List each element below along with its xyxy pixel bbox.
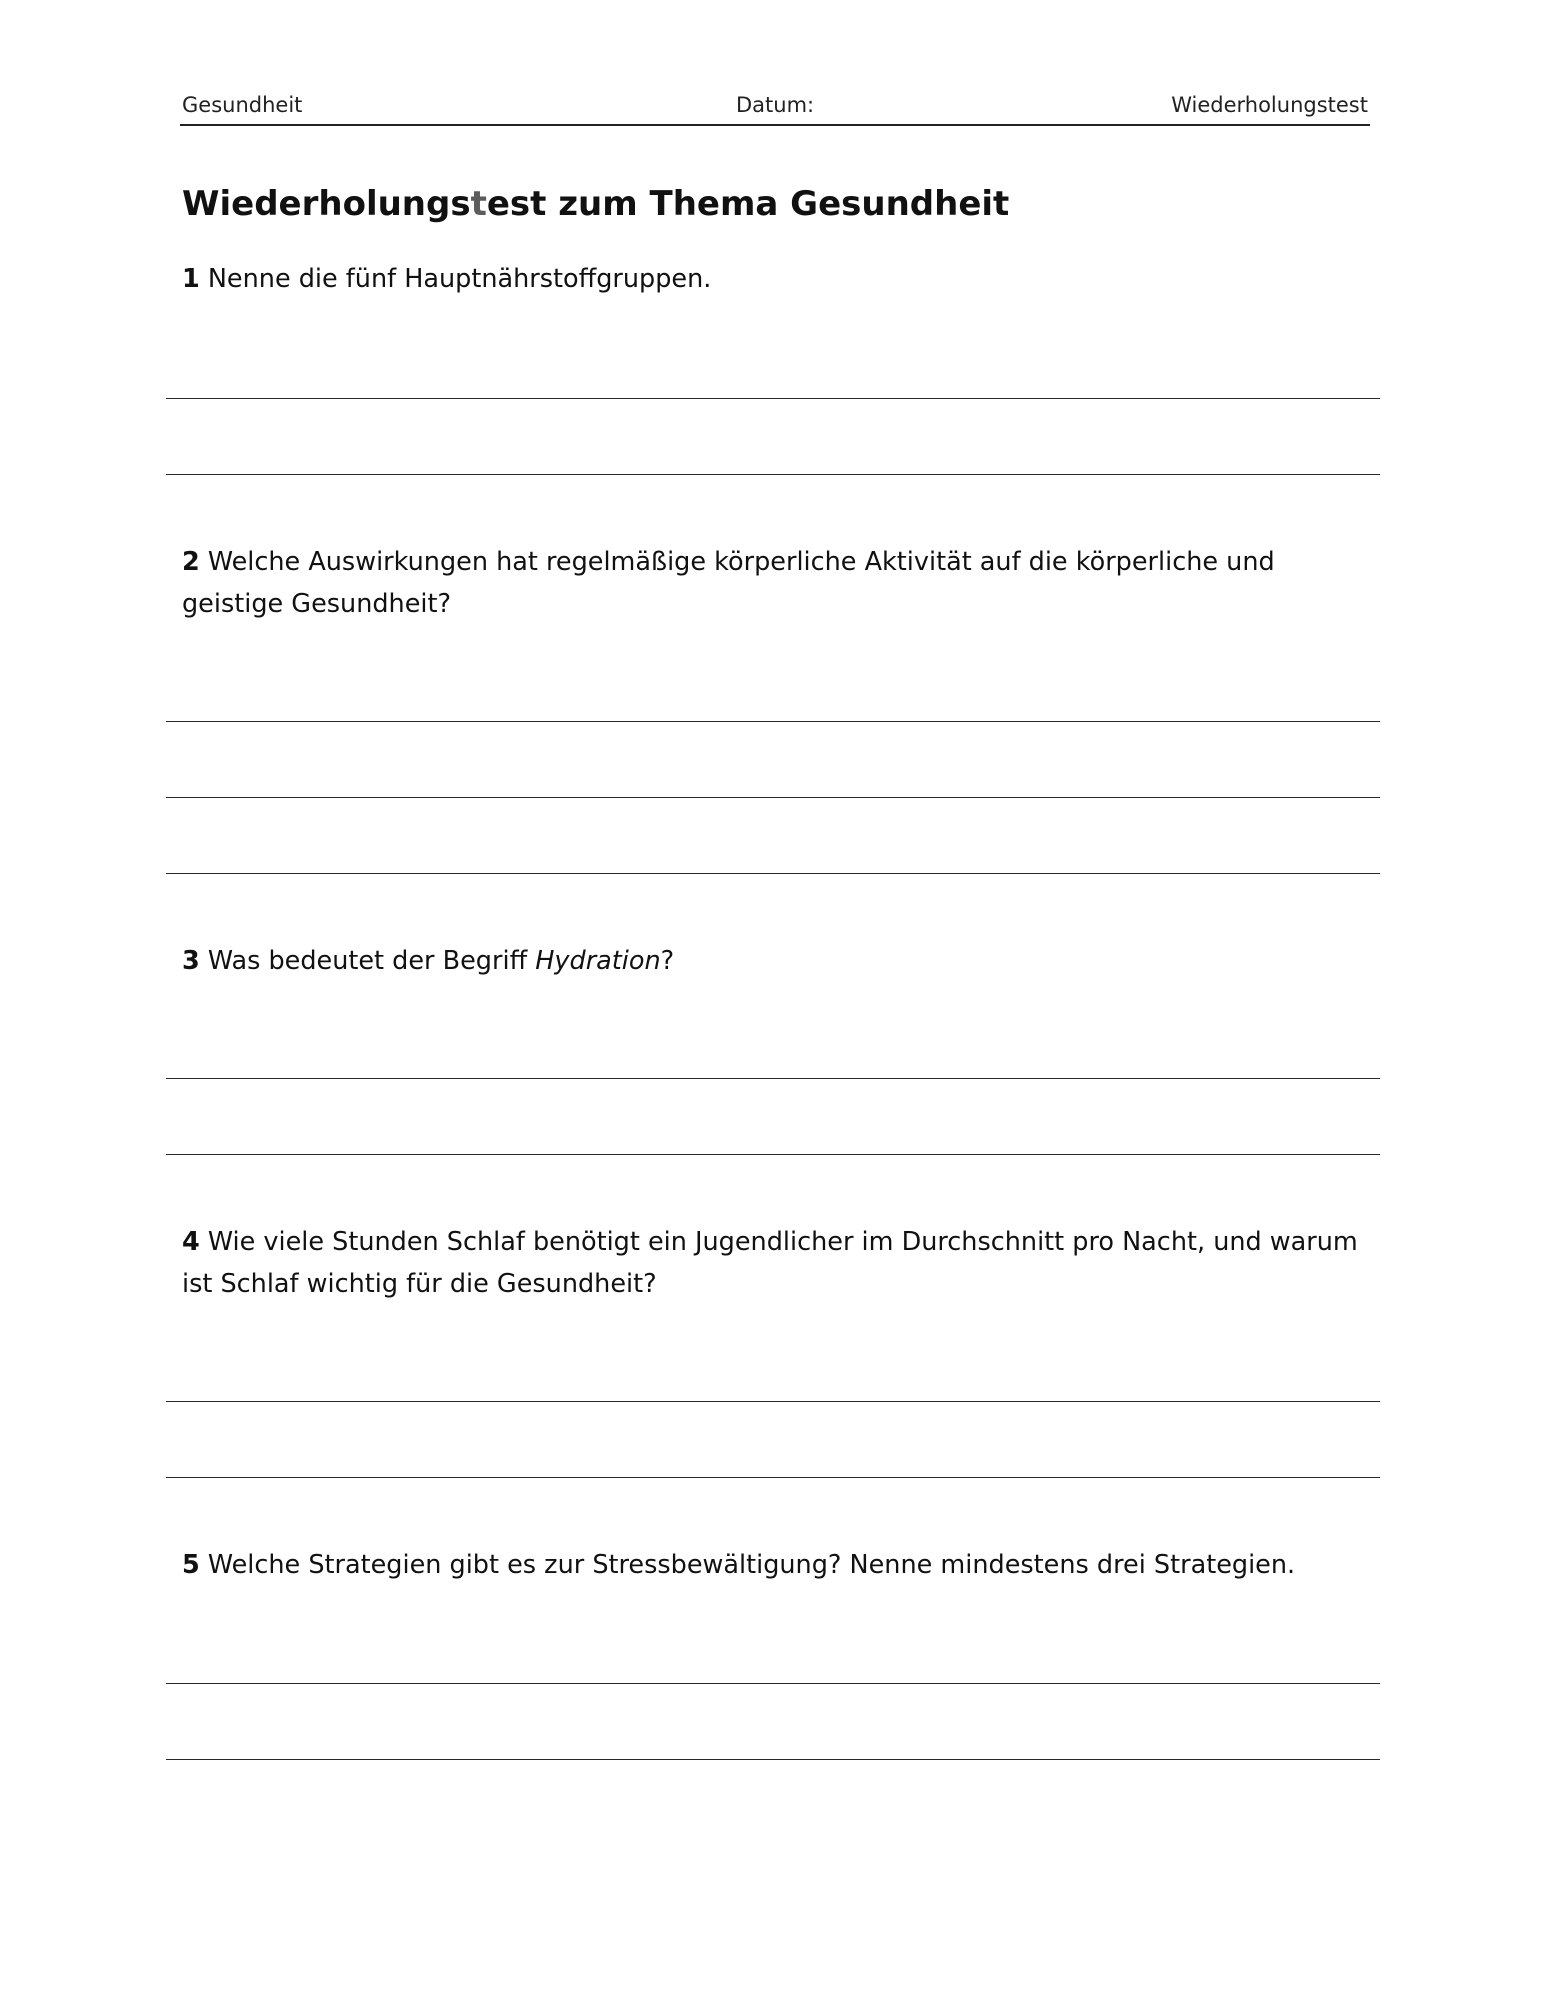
question-text: Welche Strategien gibt es zur Stressbewältigung? Nenne mindestens drei Strategien. bbox=[207, 1550, 1296, 1580]
page-header bbox=[180, 90, 1370, 126]
answer-line[interactable] bbox=[166, 1759, 1380, 1760]
page-title bbox=[182, 182, 1009, 226]
question-number: 2 bbox=[182, 547, 200, 577]
answer-line[interactable] bbox=[166, 1078, 1380, 1079]
answer-line[interactable] bbox=[166, 1401, 1380, 1402]
question-5 bbox=[182, 1544, 1362, 1586]
header-date-label: Datum: bbox=[736, 93, 815, 117]
title-part-3: est zum Thema Gesundheit bbox=[486, 184, 1010, 224]
question-text: Wie viele Stunden Schlaf benötigt ein Jugendlicher im Durchschnitt pro Nacht, und warum ist Schlaf wichtig für die Gesundheit? bbox=[182, 1227, 1358, 1299]
question-3 bbox=[182, 940, 1362, 982]
answer-line[interactable] bbox=[166, 1683, 1380, 1684]
question-1 bbox=[182, 258, 1362, 300]
question-2 bbox=[182, 541, 1362, 625]
question-number: 3 bbox=[182, 946, 200, 976]
question-term: Hydration bbox=[535, 946, 661, 976]
question-text-before: Was bedeutet der Begriff bbox=[207, 946, 536, 976]
question-text-after: ? bbox=[660, 946, 675, 976]
answer-line[interactable] bbox=[166, 398, 1380, 399]
question-number: 5 bbox=[182, 1550, 200, 1580]
title-part-1: Wiederholungs bbox=[182, 184, 471, 224]
header-test-type: Wiederholungstest bbox=[1171, 93, 1368, 117]
answer-line[interactable] bbox=[166, 873, 1380, 874]
question-number: 1 bbox=[182, 264, 200, 294]
header-subject: Gesundheit bbox=[182, 93, 303, 117]
answer-line[interactable] bbox=[166, 721, 1380, 722]
question-text: Welche Auswirkungen hat regelmäßige körperliche Aktivität auf die körperliche und geistige Gesundheit? bbox=[182, 547, 1275, 619]
question-text: Nenne die fünf Hauptnährstoffgruppen. bbox=[207, 264, 712, 294]
answer-line[interactable] bbox=[166, 797, 1380, 798]
question-number: 4 bbox=[182, 1227, 200, 1257]
title-part-2: t bbox=[470, 184, 487, 224]
answer-line[interactable] bbox=[166, 1154, 1380, 1155]
answer-line[interactable] bbox=[166, 1477, 1380, 1478]
question-4 bbox=[182, 1221, 1362, 1305]
answer-line[interactable] bbox=[166, 474, 1380, 475]
